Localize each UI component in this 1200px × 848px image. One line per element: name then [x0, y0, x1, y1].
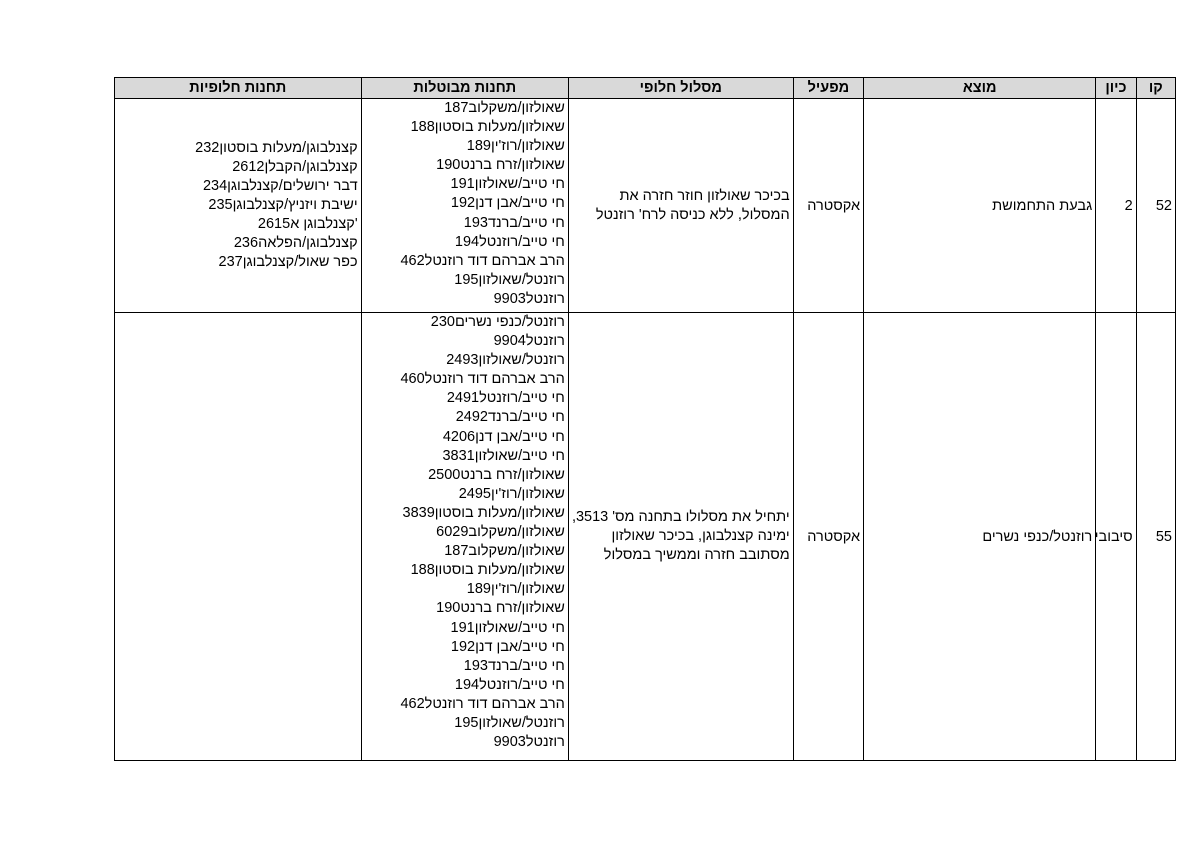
header-cancelled-stops: תחנות מבוטלות	[361, 78, 568, 99]
stop-item: רוזנטל9903	[493, 290, 565, 307]
stop-item: רוזנטל9904	[493, 333, 565, 350]
stop-item: חי טייב/שאולזון191	[450, 176, 565, 193]
table-row	[115, 99, 1176, 313]
stop-item: חי טייב/רוזנטל194	[454, 233, 565, 250]
stop-item: חי טייב/שאולזון3831	[442, 447, 565, 464]
stop-item: רוזנטל/שאולזון195	[454, 714, 565, 731]
stop-item: שאולזון/רוז'ין2495	[458, 485, 565, 502]
stop-item: רוזנטל/שאולזון2493	[446, 352, 565, 369]
stop-item: חי טייב/רוזנטל194	[454, 676, 565, 693]
cell-direction: סיבובי	[1096, 313, 1136, 761]
cell-origin: רוזנטל/כנפי נשרים	[864, 313, 1096, 761]
stop-item: חי טייב/אבן דנן192	[450, 195, 565, 212]
header-alt-route: מסלול חלופי	[568, 78, 793, 99]
stop-item: הרב אברהם דוד רוזנטל462	[400, 695, 565, 712]
stop-item: שאולזון/משקלוב187	[444, 100, 565, 116]
stop-item: כפר שאול/קצנלבוגן237	[218, 254, 358, 271]
stop-item: ישיבת ויזניץ/קצנלבוגן235	[208, 196, 358, 213]
stop-item: קצנלבוגן/הפלאה236	[233, 235, 358, 252]
stop-item: 'קצנלבוגן א2615	[257, 216, 358, 233]
stop-item: שאולזון/משקלוב187	[444, 543, 565, 560]
cell-alt-route: יתחיל את מסלולו בתחנה מס' 3513, ימינה קצנלבוגן, בכיכר שאולזון מסתובב חזרה וממשיך במסלול	[568, 313, 793, 761]
stop-item: חי טייב/ברנד2492	[455, 409, 565, 426]
stop-item: קצנלבוגן/מעלות בוסטון232	[195, 139, 358, 156]
header-operator: מפעיל	[793, 78, 863, 99]
stop-item: שאולזון/זרח ברנט2500	[428, 466, 565, 483]
header-alt-stops: תחנות חלופיות	[115, 78, 362, 99]
stop-item: שאולזון/זרח ברנט190	[436, 157, 565, 174]
cell-operator: אקסטרה	[793, 313, 863, 761]
stop-item: חי טייב/ברנד193	[463, 214, 565, 231]
stop-item: חי טייב/רוזנטל2491	[446, 390, 565, 407]
stop-item: שאולזון/מעלות בוסטון188	[410, 119, 565, 136]
stop-item: חי טייב/שאולזון191	[450, 619, 565, 636]
stop-item: חי טייב/אבן דנן192	[450, 638, 565, 655]
stop-item: שאולזון/משקלוב6029	[436, 524, 565, 541]
cell-line: 52	[1136, 99, 1175, 313]
cell-origin: גבעת התחמושת	[864, 99, 1096, 313]
stop-item: שאולזון/מעלות בוסטון3839	[402, 504, 565, 521]
cell-operator: אקסטרה	[793, 99, 863, 313]
table-row	[115, 313, 1176, 761]
stop-item: חי טייב/אבן דנן4206	[442, 428, 565, 445]
stop-item: שאולזון/זרח ברנט190	[436, 600, 565, 617]
cell-alt-stops	[115, 313, 362, 761]
stop-item: שאולזון/מעלות בוסטון188	[410, 562, 565, 579]
stop-item: הרב אברהם דוד רוזנטל460	[400, 371, 565, 388]
stop-item: רוזנטל9903	[493, 734, 565, 751]
route-changes-table	[114, 77, 1176, 761]
stop-item: הרב אברהם דוד רוזנטל462	[400, 252, 565, 269]
table-header-row	[115, 78, 1176, 99]
stop-item: קצנלבוגן/הקבלן2612	[232, 158, 358, 175]
cell-direction: 2	[1096, 99, 1136, 313]
header-origin: מוצא	[864, 78, 1096, 99]
stop-item: שאולזון/רוז'ין189	[466, 138, 565, 155]
cell-alt-stops	[115, 99, 362, 313]
stop-item: רוזנטל/שאולזון195	[454, 271, 565, 288]
stop-item: דבר ירושלים/קצנלבוגן234	[202, 177, 358, 194]
stop-item: רוזנטל/כנפי נשרים230	[430, 314, 565, 330]
cell-line: 55	[1136, 313, 1175, 761]
stop-item: חי טייב/ברנד193	[463, 657, 565, 674]
stop-item: שאולזון/רוז'ין189	[466, 581, 565, 598]
header-direction: כיון	[1096, 78, 1136, 99]
cell-cancelled-stops	[361, 99, 568, 313]
header-line: קו	[1136, 78, 1175, 99]
cell-cancelled-stops	[361, 313, 568, 761]
cell-alt-route: בכיכר שאולזון חוזר חזרה את המסלול, ללא כניסה לרח' רוזנטל	[568, 99, 793, 313]
